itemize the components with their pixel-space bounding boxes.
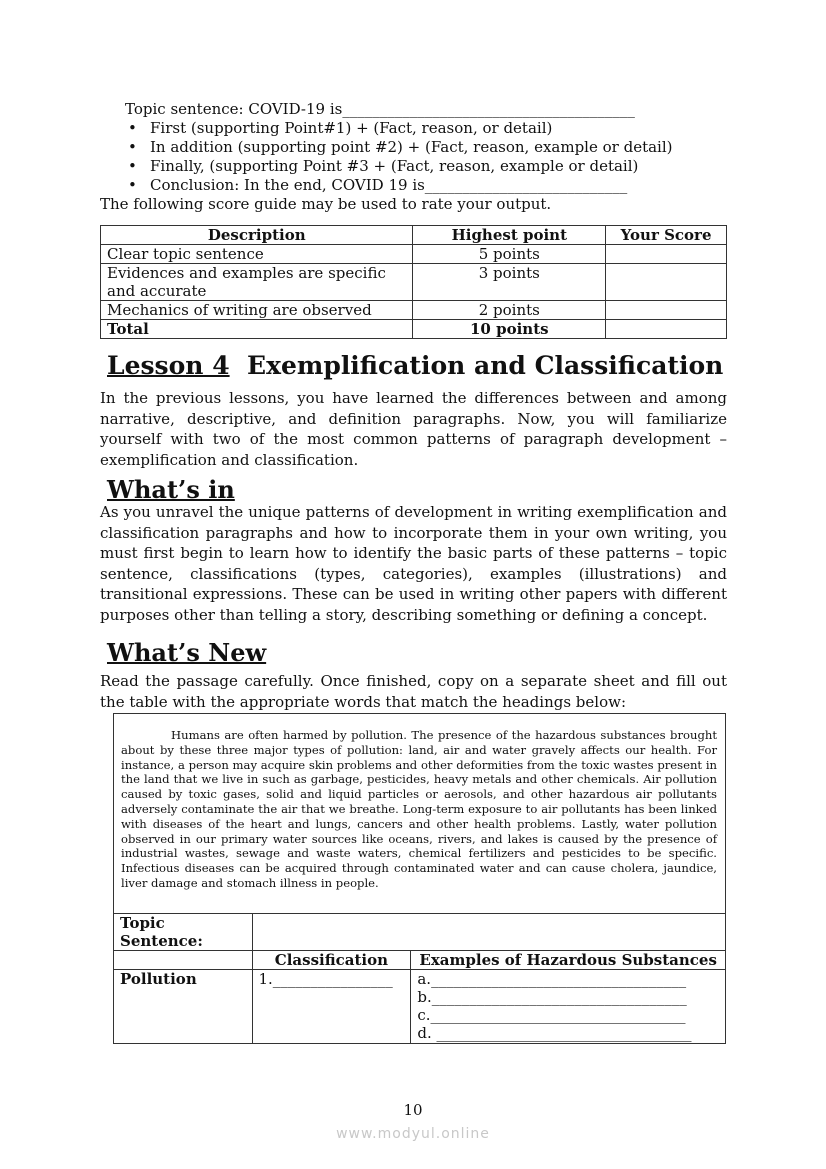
- bullet-conclusion: • Conclusion: In the end, COVID 19 is___________________________: [150, 176, 627, 195]
- bullet-finally: • Finally, (supporting Point #3 + (Fact, reason, example or detail): [150, 157, 638, 176]
- row-your-score: [606, 301, 727, 320]
- pollution-row: [114, 970, 726, 1044]
- table-row: [101, 245, 727, 264]
- lesson-intro-text: In the previous lessons, you have learned the differences between and among narrative, descriptive, and definition paragraphs. Now, you will familiarize yourself with two of the most common patterns of paragraph development – exemplification and classification.: [100, 389, 727, 469]
- classification-blank[interactable]: 1.________________: [252, 970, 411, 1044]
- topic-sentence-row: [114, 914, 726, 951]
- row-your-score: [606, 245, 727, 264]
- whats-in-paragraph: [100, 502, 727, 626]
- header-examples: Examples of Hazardous Substances: [411, 951, 726, 970]
- topic-sentence-label: [114, 914, 253, 951]
- table-row: [101, 264, 727, 301]
- lesson-number: Lesson 4: [107, 351, 230, 380]
- lesson-title: Exemplification and Classification: [247, 351, 724, 380]
- table-total-row: [101, 320, 727, 339]
- examples-cell: [411, 970, 726, 1044]
- table-row: [101, 301, 727, 320]
- example-blank-a[interactable]: a.__________________________________: [417, 970, 687, 988]
- row-your-score: [606, 264, 727, 301]
- row-description: Clear topic sentence: [101, 245, 413, 264]
- topic-label-line-1: Topic: [120, 914, 165, 932]
- topic-label-line-2: Sentence:: [120, 932, 203, 950]
- pollution-label: Pollution: [114, 970, 253, 1044]
- total-label: Total: [101, 320, 413, 339]
- page-number: 10: [403, 1101, 423, 1119]
- total-your-score: [606, 320, 727, 339]
- row-description: [101, 264, 413, 301]
- bullet-first: • First (supporting Point#1) + (Fact, reason, or detail): [150, 119, 552, 138]
- header-highest-point: Highest point: [413, 226, 606, 245]
- example-blank-d[interactable]: d. __________________________________: [417, 1024, 692, 1042]
- table-header-row: [101, 226, 727, 245]
- row-points: 5 points: [413, 245, 606, 264]
- bullet-in-addition: • In addition (supporting point #2) + (Fact, reason, example or detail): [150, 138, 673, 157]
- watermark: www.modyul.online: [336, 1126, 490, 1142]
- row-points: 2 points: [413, 301, 606, 320]
- whats-in-heading: What’s in: [107, 475, 235, 504]
- header-classification: Classification: [252, 951, 411, 970]
- lesson-heading: [107, 350, 723, 382]
- row-points: 3 points: [413, 264, 606, 301]
- whats-new-paragraph: [100, 671, 727, 712]
- score-guide-table: [100, 225, 727, 339]
- header-description: Description: [101, 226, 413, 245]
- total-points: 10 points: [413, 320, 606, 339]
- example-blank-c[interactable]: c.__________________________________: [417, 1006, 686, 1024]
- whats-in-text: As you unravel the unique patterns of development in writing exemplification and classification paragraphs and how to incorporate them in your own writing, you must first begin to learn how to identify the basic parts of these patterns – topic sentence, classifications (types, categories), examples (illustrations) and transitional expressions. These can be used in writing other papers with different purposes other than telling a story, describing something or defining a concept.: [100, 503, 727, 624]
- lesson-intro-paragraph: [100, 388, 727, 470]
- header-your-score: Your Score: [606, 226, 727, 245]
- passage-box: [113, 713, 726, 914]
- topic-sentence-answer[interactable]: [252, 914, 726, 951]
- topic-sentence-line: Topic sentence: COVID-19 is_______________________________________: [125, 100, 635, 118]
- passage-text: Humans are often harmed by pollution. The presence of the hazardous substances brought about by these three major types of pollution: land, air and water gravely affects our health. For instance, a person may acquire skin problems and other deformities from the toxic wastes present in the land that we live in such as garbage, pesticides, heavy metals and other chemicals. Air pollution caused by toxic gases, solid and liquid particles or aerosols, and other hazardous air pollutants adversely contaminate the air that we breathe. Long-term exposure to air pollutants has been linked with diseases of the heart and lungs, cancers and other health problems. Lastly, water pollution observed in our primary water sources like oceans, rivers, and lakes is caused by the presence of industrial wastes, sewage and waste waters, chemical fertilizers and pesticides to be specific. Infectious diseases can be acquired through contaminated water and can cause cholera, jaundice, liver damage and stomach illness in people.: [121, 728, 717, 890]
- row-description-line-1: Evidences and examples are specific: [107, 264, 386, 282]
- score-guide-line: The following score guide may be used to rate your output.: [100, 195, 552, 213]
- whats-new-text: Read the passage carefully. Once finished, copy on a separate sheet and fill out the table with the appropriate words that match the headings below:: [100, 672, 727, 711]
- fill-header-row: [114, 951, 726, 970]
- whats-new-heading: What’s New: [107, 638, 267, 667]
- row-description: Mechanics of writing are observed: [101, 301, 413, 320]
- fill-out-table: [113, 913, 726, 1044]
- row-description-line-2: and accurate: [107, 282, 207, 300]
- passage: [121, 728, 717, 891]
- empty-header-cell: [114, 951, 253, 970]
- example-blank-b[interactable]: b.__________________________________: [417, 988, 687, 1006]
